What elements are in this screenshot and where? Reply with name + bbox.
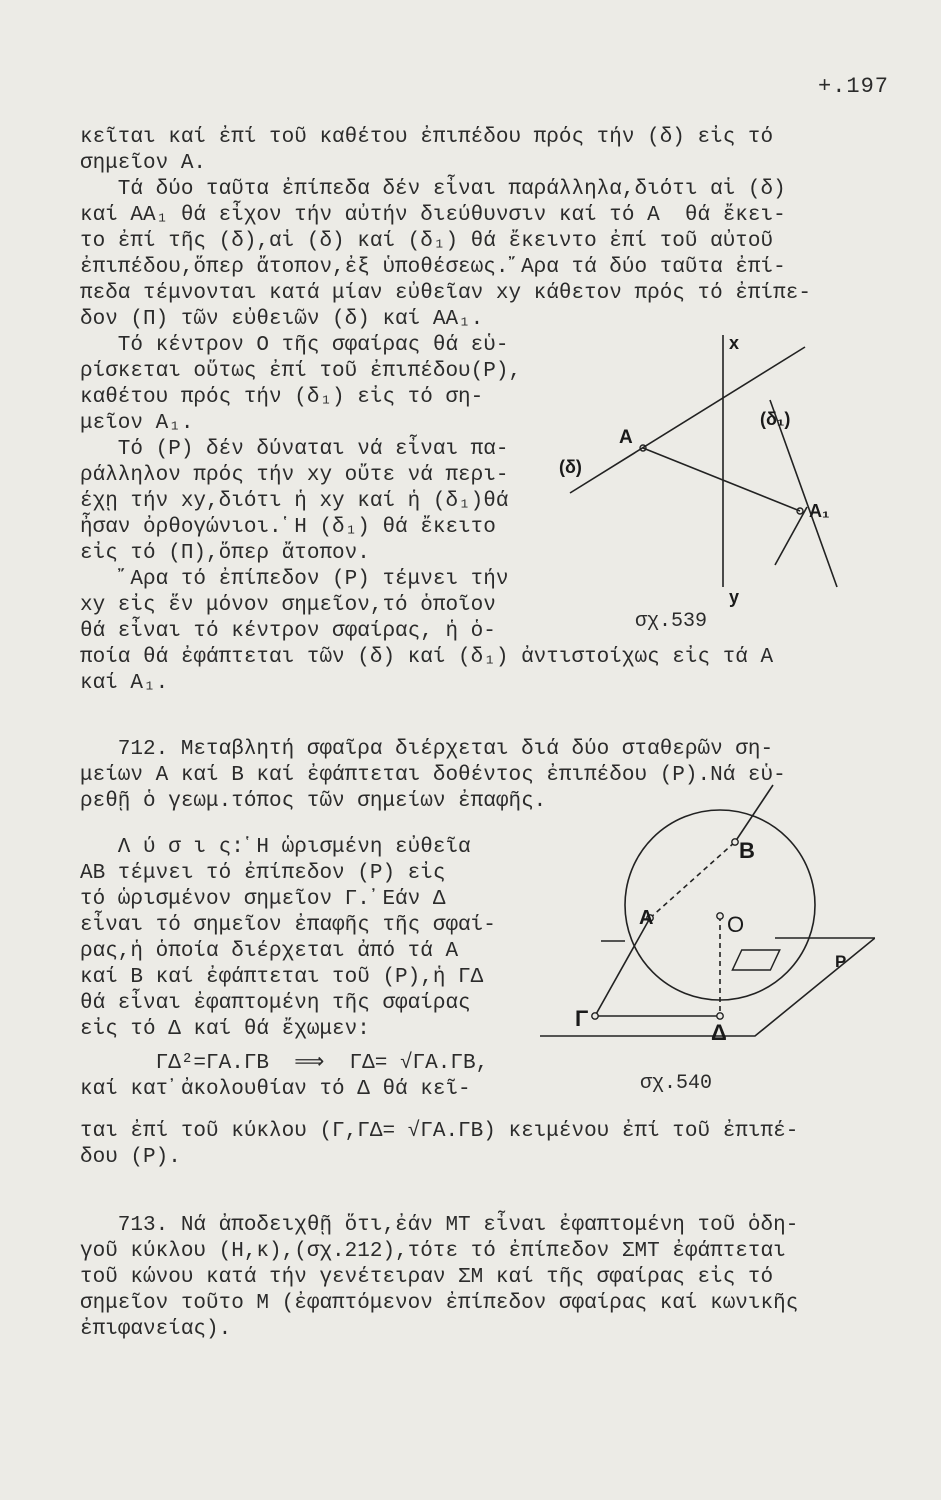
text-line: εἶναι τό σημεῖον ἐπαφῆς τῆς σφαί-	[80, 914, 496, 937]
text-line: ρας,ἡ ὁποία διέρχεται ἀπό τά Α	[80, 940, 459, 963]
label-G: Γ	[575, 1006, 589, 1031]
figure-540	[535, 780, 875, 1070]
figure-539	[555, 325, 855, 615]
label-D: Δ	[711, 1020, 727, 1045]
text-line: σημεῖον τοῦτο Μ (ἐφαπτόμενον ἐπίπεδον σφαίρας καί κωνικῆς	[80, 1292, 799, 1315]
text-line: Λ ύ σ ι ς:῾Η ὡρισμένη εὐθεῖα	[80, 836, 471, 859]
text-line: εἰς τό (Π),ὅπερ ἄτοπον.	[80, 542, 370, 565]
label-d1: (δ₁)	[760, 409, 791, 429]
text-line: ΓΔ²=ΓΑ.ΓΒ ⟹ ΓΔ= √ΓΑ.ΓΒ,	[80, 1052, 489, 1075]
point-B	[732, 839, 738, 845]
text-line: 712. Μεταβλητή σφαῖρα διέρχεται διά δύο σταθερῶν ση-	[80, 738, 774, 761]
text-line: ἦσαν ὀρθογώνιοι.῾Η (δ₁) θά ἔκειτο	[80, 516, 496, 539]
page-number: +.197	[818, 74, 890, 99]
text-line: Τό κέντρον Ο τῆς σφαίρας θά εὑ-	[80, 334, 509, 357]
text-line: μείων Α καί Β καί ἐφάπτεται δοθέντος ἐπιπέδου (Ρ).Νά εὑ-	[80, 764, 786, 787]
text-line: ται ἐπί τοῦ κύκλου (Γ,ΓΔ= √ΓΑ.ΓΒ) κειμένου ἐπί τοῦ ἐπιπέ-	[80, 1120, 799, 1143]
text-line: θά εἶναι ἐφαπτομένη τῆς σφαίρας	[80, 992, 471, 1015]
label-A: A	[639, 907, 654, 929]
text-line: ποία θά ἐφάπτεται τῶν (δ) καί (δ₁) ἀντιστοίχως εἰς τά Α	[80, 646, 774, 669]
text-line: καθέτου πρός τήν (δ₁) εἰς τό ση-	[80, 386, 484, 409]
text-line: ρεθῇ ὁ γεωμ.τόπος τῶν σημείων ἐπαφῆς.	[80, 790, 547, 813]
line-AB-dashed	[650, 842, 735, 918]
label-P-box	[732, 950, 779, 970]
text-line: δον (Π) τῶν εὐθειῶν (δ) καί ΑΑ₁.	[80, 308, 484, 331]
line-B-ext	[735, 785, 773, 842]
line-A1-left	[775, 507, 807, 565]
point-G	[592, 1013, 598, 1019]
text-line: κεῖται καί ἐπί τοῦ καθέτου ἐπιπέδου πρός τήν (δ) εἰς τό	[80, 126, 774, 149]
text-line: έχῃ τήν xy,διότι ἡ xy καί ἡ (δ₁)θά	[80, 490, 509, 513]
text-line: 713. Νά ἀποδειχθῇ ὅτι,ἐάν ΜΤ εἶναι ἐφαπτομένη τοῦ ὁδη-	[80, 1214, 799, 1237]
point-D	[717, 1013, 723, 1019]
text-line: ΑΒ τέμνει τό ἐπίπεδον (Ρ) εἰς	[80, 862, 446, 885]
text-line: καί κατ᾿ἀκολουθίαν τό Δ θά κεῖ-	[80, 1078, 471, 1101]
text-line: Τό (Ρ) δέν δύναται νά εἶναι πα-	[80, 438, 509, 461]
text-line: καί ΑΑ₁ θά εἶχον τήν αὐτήν διεύθυνσιν καί τό Α θά ἔκει-	[80, 204, 786, 227]
text-line: δου (Ρ).	[80, 1146, 181, 1169]
text-line: xy εἰς ἕν μόνον σημεῖον,τό ὁποῖον	[80, 594, 496, 617]
text-line: εἰς τό Δ καί θά ἔχωμεν:	[80, 1018, 370, 1041]
text-line: πεδα τέμνονται κατά μίαν εὐθεῖαν xy κάθετον πρός τό ἐπίπε-	[80, 282, 811, 305]
text-line: Τά δύο ταῦτα ἐπίπεδα δέν εἶναι παράλληλα,διότι αἱ (δ)	[80, 178, 786, 201]
label-B: B	[739, 838, 755, 863]
text-line: καί Α₁.	[80, 672, 169, 695]
text-line: ρίσκεται οὕτως ἐπί τοῦ ἐπιπέδου(Ρ),	[80, 360, 522, 383]
text-line: ράλληλον πρός τήν xy οὔτε νά περι-	[80, 464, 509, 487]
text-line: μεῖον Α₁.	[80, 412, 194, 435]
label-A: A	[619, 427, 633, 448]
text-line: ῎Αρα τό ἐπίπεδον (Ρ) τέμνει τήν	[80, 568, 509, 591]
text-line: ἐπιφανείας).	[80, 1318, 232, 1341]
line-GA	[595, 918, 650, 1016]
plane-P	[540, 938, 875, 1036]
text-line: το ἐπί τῆς (δ),αἱ (δ) καί (δ₁) θά ἔκειντο ἐπί τοῦ αὐτοῦ	[80, 230, 774, 253]
text-line: τοῦ κώνου κατά τήν γενέτειραν ΣΜ καί τῆς σφαίρας εἰς τό	[80, 1266, 774, 1289]
text-line: σημεῖον Α.	[80, 152, 207, 175]
label-x: x	[729, 333, 740, 353]
label-P: P	[835, 952, 847, 971]
point-O	[717, 913, 723, 919]
figure-539-caption: σχ.539	[635, 610, 708, 633]
text-line: καί Β καί ἐφάπτεται τοῦ (Ρ),ἡ ΓΔ	[80, 966, 484, 989]
figure-540-caption: σχ.540	[640, 1072, 713, 1095]
line-AA1	[643, 448, 800, 511]
text-line: γοῦ κύκλου (Η,κ),(σχ.212),τότε τό ἐπίπεδον ΣΜΤ ἐφάπτεται	[80, 1240, 786, 1263]
text-line: τό ὡρισμένον σημεῖον Γ.᾿Εάν Δ	[80, 888, 446, 911]
label-y: y	[729, 587, 740, 607]
label-A1: A₁	[809, 501, 830, 521]
label-d: (δ)	[559, 457, 582, 477]
text-line: θά εἶναι τό κέντρον σφαίρας, ἡ ὁ-	[80, 620, 496, 643]
label-O: O	[727, 912, 745, 937]
text-line: ἐπιπέδου,ὅπερ ἄτοπον,ἐξ ὑποθέσεως.῎Αρα τά δύο ταῦτα ἐπί-	[80, 256, 786, 279]
